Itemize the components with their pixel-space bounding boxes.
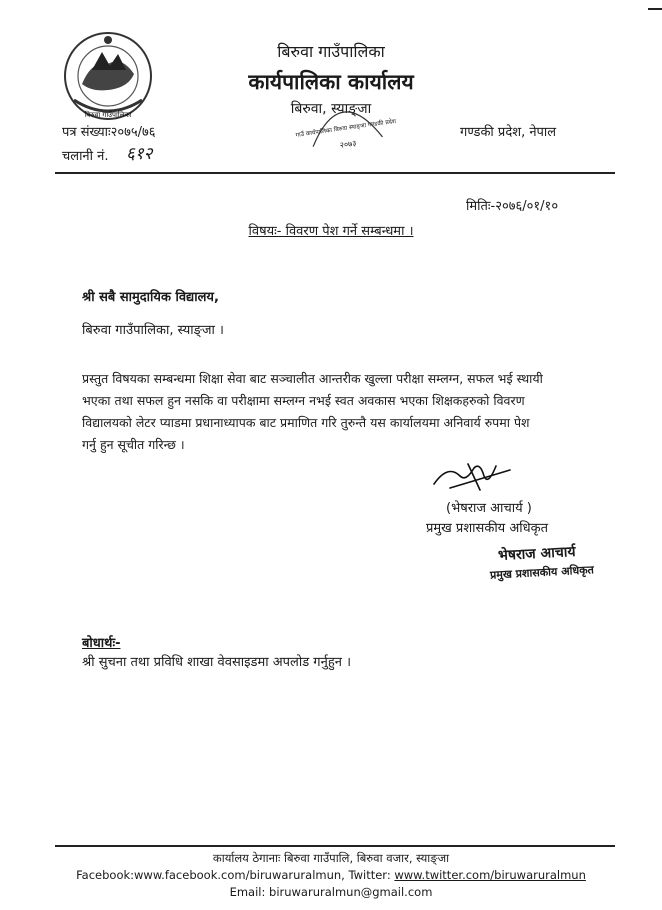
twitter-link[interactable]: www.twitter.com/biruwaruralmun: [394, 868, 586, 882]
body-line: गर्नु हुन सूचीत गरिन्छ ।: [82, 437, 185, 452]
cc-line: श्री सुचना तथा प्रविधि शाखा वेवसाइडमा अपलोड गर्नुहुन ।: [82, 655, 352, 670]
municipality-name: बिरुवा गाउँपालिका: [277, 42, 385, 61]
body-line: विद्यालयको लेटर प्याडमा प्रधानाध्यापक बाट प्रमाणित गरि तुरुन्तै यस कार्यालयमा अनिवार्य रुपमा पेश: [82, 415, 530, 430]
signatory-stamp-title: प्रमुख प्रशासकीय अधिकृत: [489, 563, 595, 582]
letter-body: [82, 368, 612, 456]
signatory-stamp-name: भेषराज आचार्य: [497, 543, 576, 565]
province-label: गण्डकी प्रदेश, नेपाल: [460, 125, 557, 140]
office-stamp-icon: [295, 92, 397, 152]
corner-mark: [648, 8, 662, 10]
signatory-name: (भेषराज आचार्य ): [446, 501, 532, 516]
footer-email[interactable]: Email: biruwaruralmun@gmail.com: [229, 885, 433, 899]
emblem-caption: बिरुवा गाउँपालिका: [84, 111, 132, 119]
footer-social: [0, 868, 662, 882]
footer-address: कार्यालय ठेगानाः बिरुवा गाउँपालि, बिरुवा वजार, स्याङ्जा: [212, 851, 450, 865]
letter-date: मितिः-२०७६/०१/१०: [466, 199, 559, 214]
cc-label: बोधार्थः-: [82, 636, 121, 651]
dispatch-label: चलानी नं.: [62, 149, 109, 164]
signature-icon: [430, 458, 515, 496]
reference-number: पत्र संख्याः२०७५/७६: [62, 125, 156, 140]
facebook-link[interactable]: Facebook:www.facebook.com/biruwaruralmun, Twitter:: [76, 868, 395, 882]
office-title: कार्यपालिका कार्यालय: [248, 70, 414, 94]
signatory-title: प्रमुख प्रशासकीय अधिकृत: [426, 521, 549, 536]
header-divider: [55, 172, 615, 174]
recipient: श्री सबै सामुदायिक विद्यालय,: [82, 290, 219, 305]
dispatch-number: ६१२: [126, 144, 153, 164]
office-address: बिरुवा, स्याङ्जा: [290, 101, 372, 117]
recipient-address: बिरुवा गाउँपालिका, स्याङ्जा ।: [82, 323, 224, 338]
stamp-caption: गाउँ कार्यपालिका बिरुवा स्याङ्जा गण्डकी प्रदेश: [295, 117, 397, 139]
letter-subject: विषयः- विवरण पेश गर्ने सम्बन्धमा ।: [248, 224, 414, 239]
footer-divider: [55, 845, 615, 847]
body-line: भएका तथा सफल हुन नसकि वा परीक्षामा सम्लग्न नभई स्वत अवकास भएका शिक्षकहरुको विवरण: [82, 393, 525, 408]
svg-text:२०७३: २०७३: [339, 138, 357, 150]
body-line: प्रस्तुत विषयका सम्बन्धमा शिक्षा सेवा बाट सञ्चालीत आन्तरीक खुल्ला परीक्षा सम्लग्न, सफल भई स्थायी: [82, 371, 543, 386]
